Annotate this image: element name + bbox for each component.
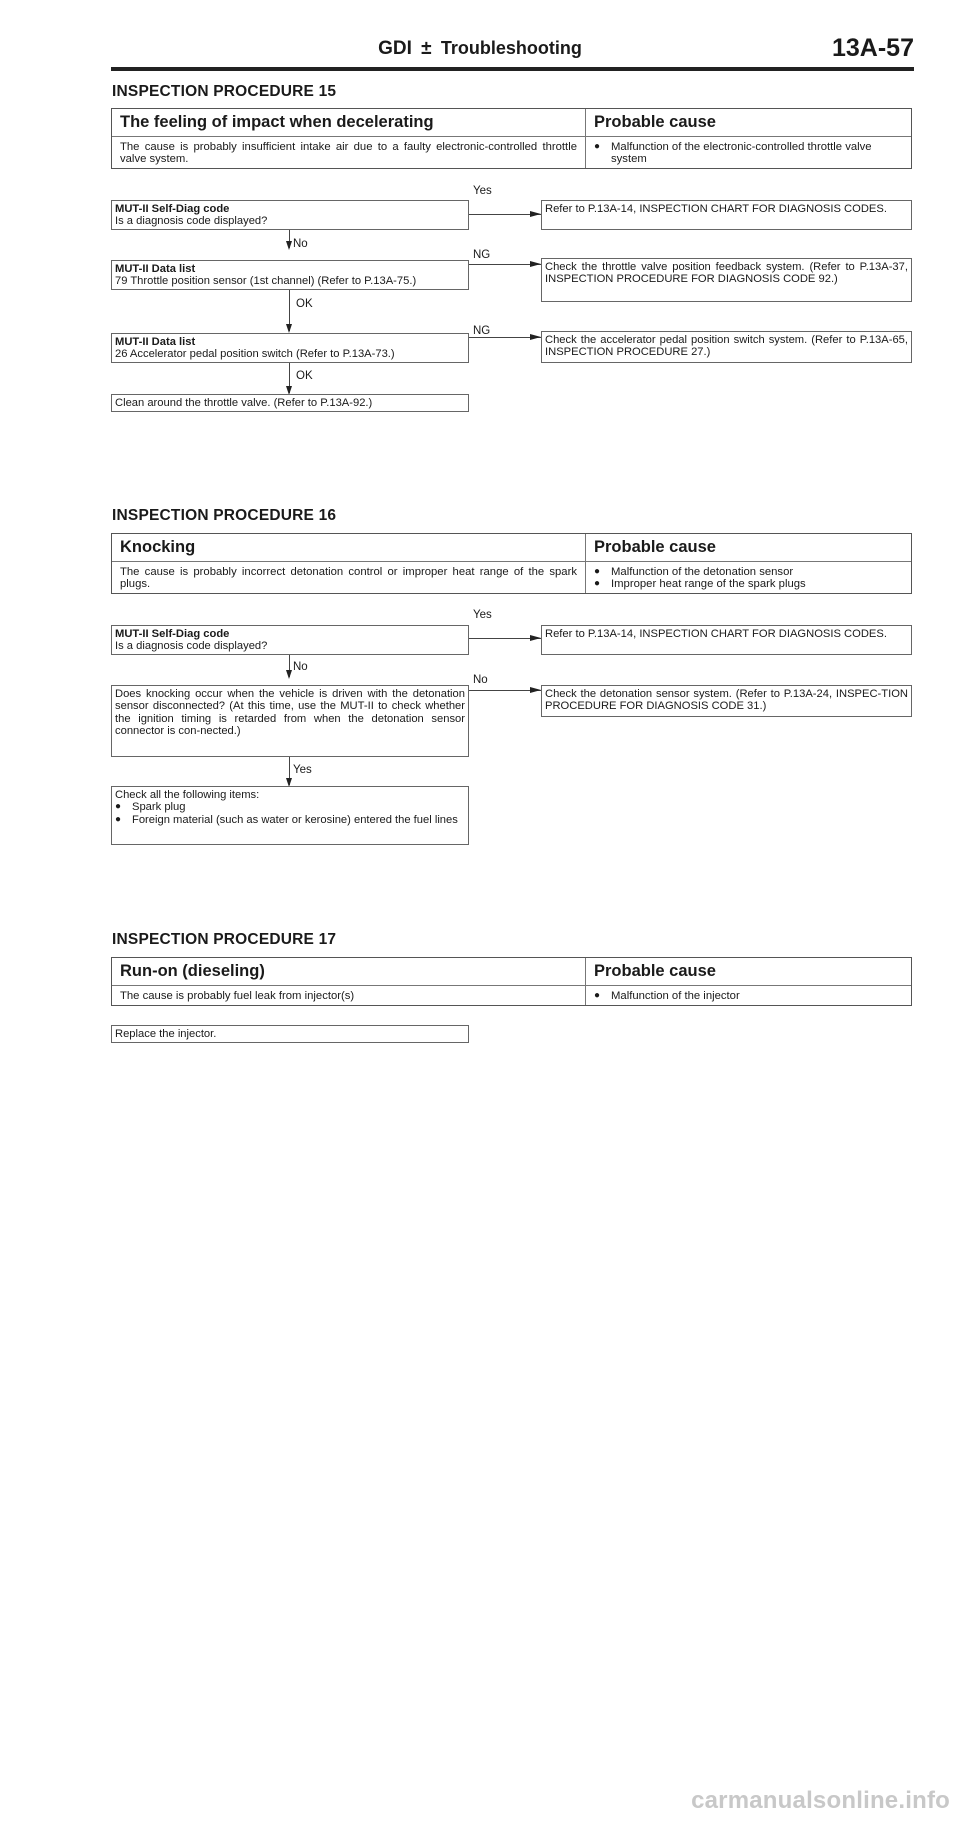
result-box: Check the detonation sensor system. (Refer to P.13A-24, INSPEC-TION PROCEDURE FOR DIAGNOSIS CODE 31.) bbox=[541, 685, 912, 717]
ng-label: NG bbox=[473, 325, 491, 337]
check-item bbox=[115, 814, 465, 826]
cause-item-text: Malfunction of the electronic-controlled throttle valve system bbox=[611, 141, 872, 165]
arrow-down-icon bbox=[286, 241, 292, 250]
procedure-15-title: INSPECTION PROCEDURE 15 bbox=[112, 83, 337, 100]
probable-cause-header: Probable cause bbox=[594, 113, 716, 131]
step-title: MUT-II Self-Diag code bbox=[115, 203, 230, 215]
no-label: No bbox=[293, 238, 308, 250]
probable-cause-header: Probable cause bbox=[594, 962, 716, 980]
result-box: Check the throttle valve position feedback system. (Refer to P.13A-37, INSPECTION PROCEDURE FOR DIAGNOSIS CODE 92.) bbox=[541, 258, 912, 302]
page-number: 13A-57 bbox=[832, 34, 914, 62]
bullet-icon: ● bbox=[594, 141, 601, 152]
check-item-text: Foreign material (such as water or kerosine) entered the fuel lines bbox=[132, 813, 458, 826]
step-self-diag-box bbox=[111, 200, 469, 230]
ok-label: OK bbox=[296, 298, 313, 310]
result-box: Refer to P.13A-14, INSPECTION CHART FOR DIAGNOSIS CODES. bbox=[541, 200, 912, 230]
step-text: 26 Accelerator pedal position switch (Refer to P.13A-73.) bbox=[115, 348, 395, 361]
arrow-right-icon bbox=[530, 211, 541, 217]
cause-description: The cause is probably fuel leak from injector(s) bbox=[112, 986, 586, 1005]
no-label: No bbox=[473, 674, 488, 686]
cause-description: The cause is probably incorrect detonation control or improper heat range of the spark plugs. bbox=[112, 562, 586, 593]
header-rule bbox=[111, 67, 914, 71]
symptom-header: Run-on (dieseling) bbox=[112, 958, 586, 985]
bullet-icon: ● bbox=[594, 578, 601, 589]
arrow-right-icon bbox=[530, 687, 541, 693]
final-action-box: Clean around the throttle valve. (Refer to P.13A-92.) bbox=[111, 394, 469, 412]
step-title: MUT-II Data list bbox=[115, 263, 196, 275]
header-title: Troubleshooting bbox=[440, 38, 582, 58]
step-data-list-box bbox=[111, 260, 469, 290]
step-title: MUT-II Self-Diag code bbox=[115, 628, 230, 640]
check-item-text: Spark plug bbox=[132, 801, 186, 814]
arrow-right-icon bbox=[530, 261, 541, 267]
procedure-17-title: INSPECTION PROCEDURE 17 bbox=[112, 931, 337, 948]
step-text: 79 Throttle position sensor (1st channel) (Refer to P.13A-75.) bbox=[115, 275, 417, 288]
ok-label: OK bbox=[296, 370, 313, 382]
cause-item bbox=[594, 990, 903, 1002]
page-header-title bbox=[0, 38, 960, 60]
step-question-box: Does knocking occur when the vehicle is driven with the detonation sensor disconnected? (At this time, use the MUT-II to check whether the ignition timing is retarded from when the detonation sensor connector is con-nected.) bbox=[111, 685, 469, 757]
bullet-icon: ● bbox=[115, 801, 122, 813]
step-self-diag-box bbox=[111, 625, 469, 655]
cause-item bbox=[594, 578, 903, 590]
header-separator: ± bbox=[421, 38, 432, 59]
final-check-box bbox=[111, 786, 469, 845]
final-action-box: Replace the injector. bbox=[111, 1025, 469, 1043]
symptom-header: Knocking bbox=[112, 534, 586, 561]
arrow-down-icon bbox=[286, 670, 292, 679]
footer-watermark: carmanualsonline.info bbox=[691, 1787, 950, 1814]
result-box: Refer to P.13A-14, INSPECTION CHART FOR DIAGNOSIS CODES. bbox=[541, 625, 912, 655]
arrow-down-icon bbox=[286, 324, 292, 333]
step-text: Is a diagnosis code displayed? bbox=[115, 640, 268, 653]
cause-item-text: Malfunction of the injector bbox=[611, 990, 740, 1002]
bullet-icon: ● bbox=[115, 813, 122, 825]
probable-cause-header: Probable cause bbox=[594, 538, 716, 556]
step-data-list-box bbox=[111, 333, 469, 363]
header-system: GDI bbox=[378, 38, 412, 59]
bullet-icon: ● bbox=[594, 990, 601, 1001]
arrow-right-icon bbox=[530, 334, 541, 340]
cause-item-text: Improper heat range of the spark plugs bbox=[611, 578, 806, 590]
cause-item-text: Malfunction of the detonation sensor bbox=[611, 566, 794, 578]
procedure-16-title: INSPECTION PROCEDURE 16 bbox=[112, 507, 337, 524]
yes-label: Yes bbox=[473, 185, 492, 197]
cause-description: The cause is probably insufficient intake air due to a faulty electronic-controlled throttle valve system. bbox=[112, 137, 586, 168]
procedure-17-table bbox=[111, 957, 912, 1006]
step-title: MUT-II Data list bbox=[115, 336, 196, 348]
check-item bbox=[115, 801, 465, 813]
no-label: No bbox=[293, 661, 308, 673]
symptom-header: The feeling of impact when decelerating bbox=[112, 109, 586, 136]
cause-item bbox=[594, 566, 903, 578]
bullet-icon: ● bbox=[594, 566, 601, 577]
ng-label: NG bbox=[473, 249, 491, 261]
yes-label: Yes bbox=[473, 609, 492, 621]
yes-label: Yes bbox=[293, 764, 312, 776]
procedure-15-table bbox=[111, 108, 912, 169]
arrow-right-icon bbox=[530, 635, 541, 641]
final-check-title: Check all the following items: bbox=[115, 789, 260, 801]
step-text: Is a diagnosis code displayed? bbox=[115, 215, 268, 228]
result-box: Check the accelerator pedal position switch system. (Refer to P.13A-65, INSPECTION PROCEDURE 27.) bbox=[541, 331, 912, 363]
cause-item bbox=[594, 141, 903, 165]
procedure-16-table bbox=[111, 533, 912, 594]
